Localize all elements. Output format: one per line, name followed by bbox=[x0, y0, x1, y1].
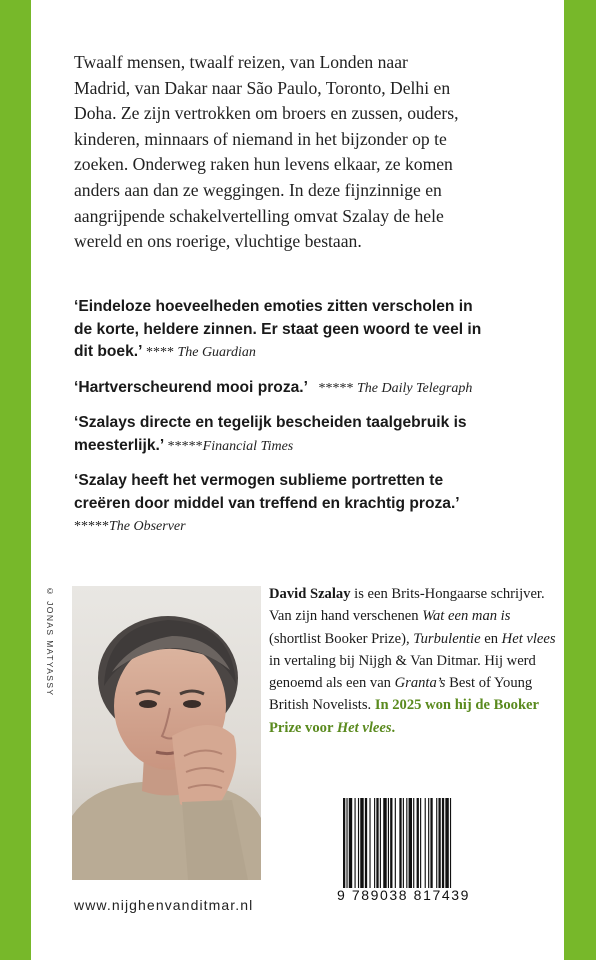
author-bio: David Szalay is een Brits-Hongaarse schrijver. Van zijn hand verschenen Wat een man is (shortlist Booker Prize), Turbulentie en Het vlees in vertaling bij Nijgh & Van Ditmar. Hij werd genoemd als een van Granta’s Best of Young British Novelists. In 2025 won hij de Booker Prize voor Het vlees. bbox=[269, 586, 556, 736]
star-rating: ***** bbox=[318, 380, 354, 396]
barcode-bar bbox=[445, 798, 448, 888]
award-note: In 2025 won hij de Booker Prize voor Het vlees. bbox=[269, 697, 539, 736]
barcode-bar bbox=[403, 798, 404, 888]
barcode-bar bbox=[438, 798, 440, 888]
review-quote-observer: ‘Szalay heeft het vermogen sublieme portretten te creëren door middel van treffend en krachtig proza.’ *****The Observer bbox=[74, 472, 460, 534]
barcode-bar bbox=[406, 798, 407, 888]
review-quotes bbox=[74, 296, 554, 539]
barcode-bar bbox=[355, 798, 356, 888]
back-cover bbox=[31, 0, 564, 960]
barcode-bar bbox=[425, 798, 426, 888]
review-source: *****The Observer bbox=[74, 519, 186, 534]
barcode-bar bbox=[388, 798, 389, 888]
barcode-bar bbox=[383, 798, 386, 888]
photo-credit: © JONAS MATYASSY bbox=[45, 586, 55, 697]
barcode-bar bbox=[450, 798, 451, 888]
barcode-bar bbox=[442, 798, 444, 888]
barcode-bar bbox=[417, 798, 419, 888]
barcode-bar bbox=[399, 798, 401, 888]
barcode-bars bbox=[341, 798, 496, 888]
publisher-website[interactable]: www.nijghenvanditmar.nl bbox=[74, 897, 254, 913]
barcode-bar bbox=[409, 798, 412, 888]
star-rating: **** bbox=[145, 345, 174, 360]
isbn-number: 9 789038 817439 bbox=[337, 887, 470, 903]
blurb-text: Twaalf mensen, twaalf reizen, van Londen naar Madrid, van Dakar naar São Paulo, Toronto, Delhi en Doha. Ze zijn vertrokken om broers en zussen, ouders, kinderen, minnaars of niemand in het bijzonder op te zoeken. Onderweg raken hun levens elkaar, ze komen anders aan dan ze weggingen. In deze fijnzinnige en aangrijpende schakelvertelling omvat Szalay de hele wereld en ons roerige, vluchtige bestaan. bbox=[74, 52, 459, 252]
barcode-bar bbox=[413, 798, 414, 888]
barcode-bar bbox=[420, 798, 421, 888]
barcode-bar bbox=[380, 798, 381, 888]
barcode-bar bbox=[374, 798, 375, 888]
barcode-bar bbox=[430, 798, 432, 888]
barcode-bar bbox=[390, 798, 392, 888]
barcode-bar bbox=[369, 798, 370, 888]
barcode-bar bbox=[343, 798, 345, 888]
review-source: **** The Guardian bbox=[145, 345, 256, 360]
author-photo bbox=[72, 586, 261, 880]
barcode-bar bbox=[436, 798, 437, 888]
barcode-bar bbox=[428, 798, 429, 888]
barcode-bar bbox=[346, 798, 347, 888]
review-source: *****Financial Times bbox=[167, 438, 294, 454]
barcode-bar bbox=[395, 798, 396, 888]
review-source: ***** The Daily Telegraph bbox=[318, 380, 473, 396]
author-portrait-illustration bbox=[72, 586, 261, 880]
barcode-bar bbox=[360, 798, 363, 888]
barcode-bar bbox=[349, 798, 352, 888]
isbn-barcode bbox=[341, 798, 496, 888]
star-rating: ***** bbox=[74, 519, 109, 534]
review-quote-ft: ‘Szalays directe en tegelijk bescheiden taalgebruik is meesterlijk.’ *****Financial Times bbox=[74, 414, 467, 454]
review-quote-guardian: ‘Eindeloze hoeveelheden emoties zitten verscholen in de korte, heldere zinnen. Er staat geen woord te veel in dit boek.’ **** The Guardian bbox=[74, 298, 482, 360]
barcode-bar bbox=[358, 798, 359, 888]
star-rating: ***** bbox=[167, 438, 203, 454]
author-name: David Szalay bbox=[269, 586, 351, 602]
barcode-bar bbox=[376, 798, 378, 888]
review-quote-telegraph: ‘Hartverscheurend mooi proza.’ ***** The Daily Telegraph bbox=[74, 378, 473, 396]
barcode-bar bbox=[365, 798, 367, 888]
